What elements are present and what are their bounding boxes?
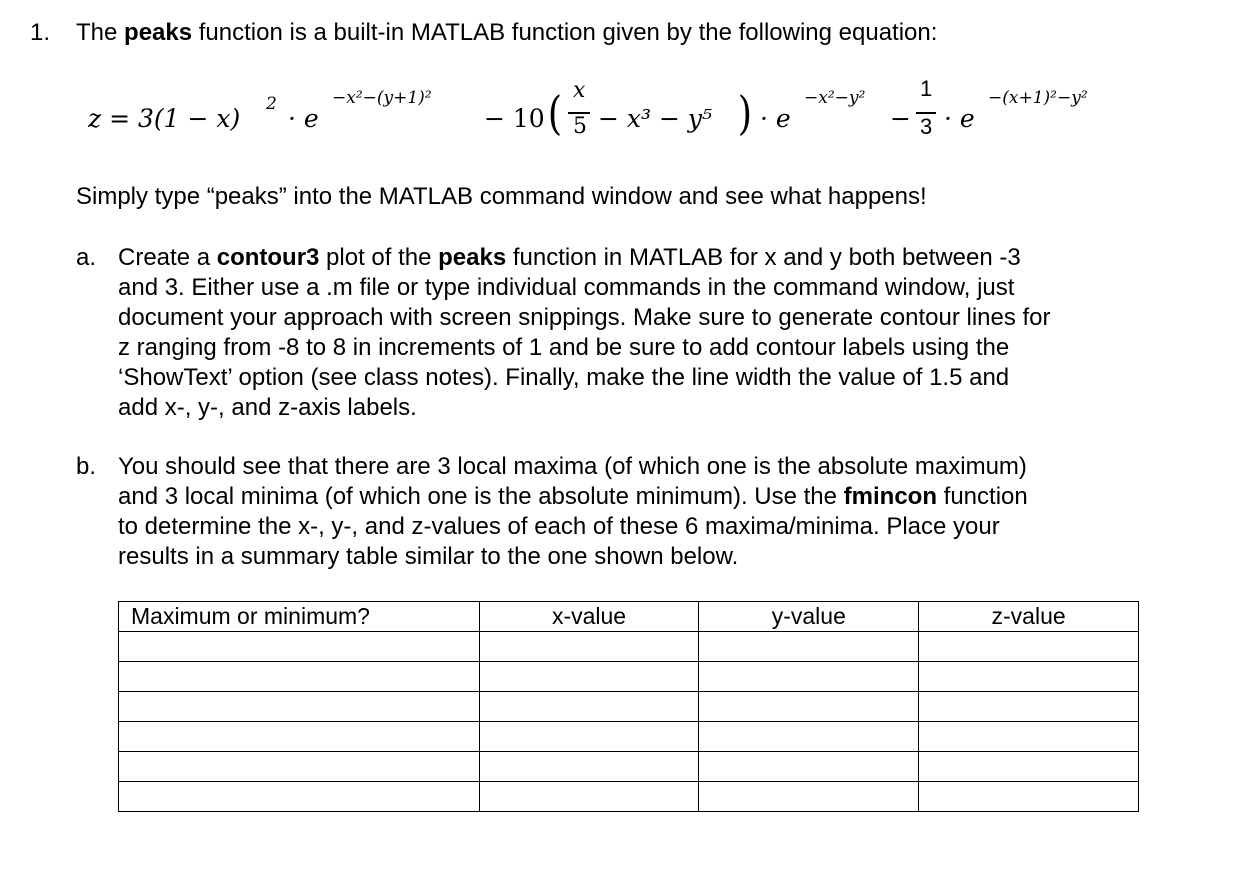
table-row [119,632,1139,662]
part-a-line-5: ‘ShowText’ option (see class notes). Finally, make the line width the value of 1.5 and [118,364,1010,391]
eq-exponent-2: −x²−y² [804,88,866,108]
part-a-line-3: document your approach with screen snippings. Make sure to generate contour lines for [118,304,1051,331]
part-a-line-1 [118,243,1021,273]
part-a-marker: a. [76,244,97,271]
table-cell[interactable] [119,752,480,782]
table-cell[interactable] [919,782,1139,812]
eq-exponent-3: −(x+1)²−y² [988,88,1088,108]
table-header-row [119,602,1139,632]
part-b-line-2 [118,482,1028,512]
header-z-value: z-value [919,602,1139,632]
table-cell[interactable] [919,632,1139,662]
table-cell[interactable] [919,752,1139,782]
table-cell[interactable] [919,692,1139,722]
table-cell[interactable] [699,692,919,722]
part-b-line-4: results in a summary table similar to the one shown below. [118,543,739,570]
eq-dot-e2: · e [760,104,791,133]
table-cell[interactable] [119,692,480,722]
table-row [119,752,1139,782]
part-b-line-3: to determine the x-, y-, and z-values of each of these 6 maxima/minima. Place your [118,513,1000,540]
eq-term-z: z = 3(1 − x) [88,104,241,133]
part-b-marker: b. [76,453,97,480]
intro-text-post: function is a built-in MATLAB function given by the following equation: [192,19,938,46]
table-cell[interactable] [699,632,919,662]
simply-instruction: Simply type “peaks” into the MATLAB command window and see what happens! [76,183,927,210]
table-cell[interactable] [479,782,699,812]
eq-frac2-numerator: 1 [920,76,933,101]
eq-right-paren: ) [737,86,753,140]
eq-dot-e3: · e [944,104,975,133]
table-row [119,662,1139,692]
table-cell[interactable] [479,692,699,722]
table-cell[interactable] [699,782,919,812]
table-row [119,722,1139,752]
keyword-contour3: contour3 [216,244,320,271]
peaks-equation [88,76,1188,160]
eq-dot-e1: · e [288,104,319,133]
table-cell[interactable] [119,722,480,752]
eq-minus-3: − [890,104,911,133]
eq-left-paren: ( [547,86,563,140]
part-a-line-6: add x-, y-, and z-axis labels. [118,394,417,421]
keyword-peaks: peaks [438,244,507,271]
part-b-line-1: You should see that there are 3 local maxima (of which one is the absolute maximum) [118,453,1027,480]
part-b-text: function [937,483,1028,510]
table-cell[interactable] [919,722,1139,752]
eq-square: 2 [266,94,277,114]
part-a-text: function in MATLAB for x and y both between -3 [506,244,1021,271]
part-b-text: and 3 local minima (of which one is the absolute minimum). Use the [118,483,844,510]
summary-table [118,601,1139,812]
header-x-value: x-value [479,602,699,632]
table-row [119,782,1139,812]
table-cell[interactable] [119,632,480,662]
table-cell[interactable] [699,752,919,782]
table-cell[interactable] [479,662,699,692]
table-row [119,692,1139,722]
eq-frac1-numerator: x [573,78,586,103]
intro-text-pre: The [76,19,125,46]
eq-middle-terms: − x³ − y⁵ [598,104,713,133]
part-a-text: plot of the [319,244,439,271]
table-cell[interactable] [479,752,699,782]
table-cell[interactable] [119,782,480,812]
part-a-text: Create a [118,244,217,271]
header-max-or-min: Maximum or minimum? [119,602,480,632]
table-cell[interactable] [699,722,919,752]
question-number: 1. [30,19,51,46]
eq-frac2-denominator: 3 [920,114,933,139]
table-cell[interactable] [919,662,1139,692]
intro-keyword-peaks: peaks [124,19,193,46]
table-cell[interactable] [699,662,919,692]
table-cell[interactable] [479,632,699,662]
part-a-line-2: and 3. Either use a .m file or type individual commands in the command window, just [118,274,1015,301]
eq-exponent-1: −x²−(y+1)² [332,88,432,108]
eq-minus-10: − 10 [484,104,545,133]
keyword-fmincon: fmincon [843,483,937,510]
table-cell[interactable] [479,722,699,752]
question-intro [76,18,937,48]
part-a-line-4: z ranging from -8 to 8 in increments of 1 and be sure to add contour labels using the [118,334,1010,361]
table-cell[interactable] [119,662,480,692]
eq-frac1-denominator: 5 [573,114,587,139]
header-y-value: y-value [699,602,919,632]
